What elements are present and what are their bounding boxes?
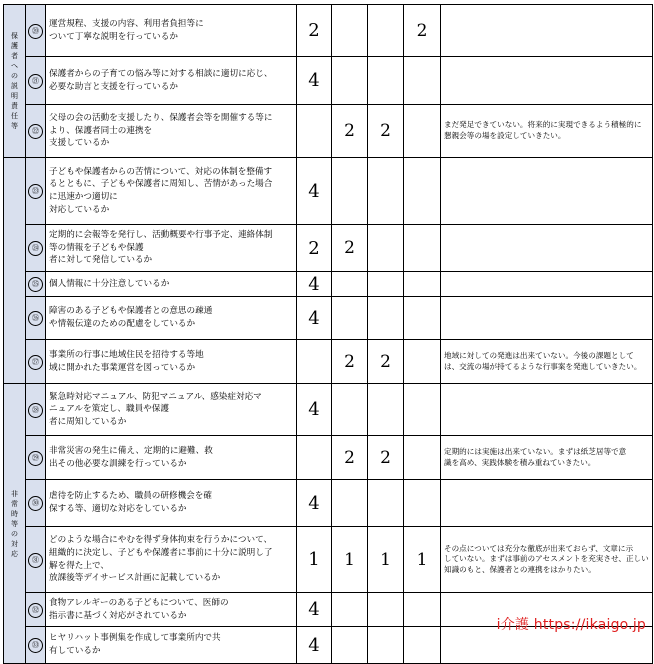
remark-cell: [441, 384, 653, 436]
item-text: 虐待を防止するため、職員の研修機会を確 保する等、適切な対応をしているか: [46, 480, 297, 527]
score-cell: [368, 480, 404, 527]
category-cell: [4, 158, 26, 384]
score-cell: [297, 436, 332, 480]
remark-cell: [441, 297, 653, 340]
score-cell: [368, 593, 404, 627]
score-cell: 4: [297, 158, 332, 225]
item-text: 父母の会の活動を支援したり、保護者会等を開催する等に より、保護者同士の連携を 支援しているか: [46, 105, 297, 158]
remark-cell: [441, 272, 653, 297]
remark-cell: [441, 225, 653, 272]
score-cell: [404, 158, 441, 225]
item-number: ㉝: [28, 638, 43, 653]
item-number: ㉜: [28, 603, 43, 618]
table-row: [4, 57, 653, 105]
item-text: 緊急時対応マニュアル、防犯マニュアル、感染症対応マ ニュアルを策定し、職員や保護 者に周知しているか: [46, 384, 297, 436]
item-number-cell: [26, 57, 46, 105]
score-cell: [332, 272, 368, 297]
table-row: [4, 297, 653, 340]
score-cell: 2: [368, 436, 404, 480]
score-cell: 2: [332, 436, 368, 480]
score-cell: [332, 5, 368, 57]
item-number: ㉗: [28, 355, 43, 370]
remark-cell: [441, 57, 653, 105]
item-number: ㉓: [28, 184, 43, 199]
score-cell: 4: [297, 384, 332, 436]
remark-cell: [441, 158, 653, 225]
remark-cell: [441, 5, 653, 57]
score-cell: 4: [297, 272, 332, 297]
score-cell: [332, 384, 368, 436]
score-cell: [404, 593, 441, 627]
item-number: ㉔: [28, 241, 43, 256]
item-number: ㉘: [28, 403, 43, 418]
item-text: 運営規程、支援の内容、利用者負担等に ついて丁寧な説明を行っているか: [46, 5, 297, 57]
item-text: 障害のある子どもや保護者との意思の疎通 や情報伝達のための配慮をしているか: [46, 297, 297, 340]
item-number: ㉕: [28, 277, 43, 292]
score-cell: [332, 480, 368, 527]
score-cell: 4: [297, 297, 332, 340]
item-number-cell: [26, 436, 46, 480]
score-cell: [368, 384, 404, 436]
score-cell: [297, 340, 332, 384]
score-cell: [404, 627, 441, 664]
score-cell: 2: [368, 105, 404, 158]
item-number-cell: [26, 340, 46, 384]
score-cell: 2: [368, 340, 404, 384]
remark-cell: その点については充分な徹底が出来ておらず、文章に示 していない。まずは事前のアセスメントを充実させ、正しい 知識のもと、保護者との連携をはかりたい。: [441, 527, 653, 593]
item-number: ㉒: [28, 124, 43, 139]
item-number-cell: [26, 225, 46, 272]
score-cell: 2: [332, 105, 368, 158]
item-text: 定期的に会報等を発行し、活動概要や行事予定、連絡体制 等の情報を子どもや保護 者に対して発信しているか: [46, 225, 297, 272]
score-cell: [368, 272, 404, 297]
score-cell: [368, 57, 404, 105]
item-text: 食物アレルギーのある子どもについて、医師の 指示書に基づく対応がされているか: [46, 593, 297, 627]
score-cell: 2: [297, 225, 332, 272]
category-cell: [4, 384, 26, 664]
table-row: [4, 272, 653, 297]
score-cell: [404, 105, 441, 158]
score-cell: 1: [332, 527, 368, 593]
item-number-cell: [26, 158, 46, 225]
item-number-cell: [26, 272, 46, 297]
item-number: ㉚: [28, 496, 43, 511]
table-row: [4, 384, 653, 436]
remark-cell: [441, 480, 653, 527]
item-number: ㉑: [28, 74, 43, 89]
item-text: 非常災害の発生に備え、定期的に避難、救 出その他必要な訓練を行っているか: [46, 436, 297, 480]
score-cell: 4: [297, 593, 332, 627]
item-text: 個人情報に十分注意しているか: [46, 272, 297, 297]
category-label: 非常時等の対応: [11, 489, 18, 558]
item-text: ヒヤリハット事例集を作成して事業所内で共 有しているか: [46, 627, 297, 664]
item-text: 保護者からの子育ての悩み等に対する相談に適切に応じ、 必要な助言と支援を行っているか: [46, 57, 297, 105]
score-cell: 2: [332, 340, 368, 384]
score-cell: [368, 5, 404, 57]
item-number-cell: [26, 384, 46, 436]
score-cell: [332, 158, 368, 225]
item-number: ㉛: [28, 553, 43, 568]
item-text: どのような場合にやむを得ず身体拘束を行うかについて、 組織的に決定し、子どもや保護者に事前に十分に説明し了 解を得た上で、 放課後等デイサービス計画に記載しているか: [46, 527, 297, 593]
score-cell: [404, 480, 441, 527]
score-cell: [404, 225, 441, 272]
score-cell: 4: [297, 627, 332, 664]
score-cell: [404, 384, 441, 436]
table-row: [4, 340, 653, 384]
item-number-cell: [26, 297, 46, 340]
score-cell: 1: [404, 527, 441, 593]
score-cell: [404, 272, 441, 297]
watermark: i介護 https://ikaigo.jp: [496, 617, 646, 633]
score-cell: 2: [297, 5, 332, 57]
score-cell: 2: [332, 225, 368, 272]
score-cell: 1: [368, 527, 404, 593]
score-cell: [368, 158, 404, 225]
item-number: ⑳: [28, 24, 43, 39]
remark-cell: まだ発足できていない。将来的に実現できるよう積極的に 懇親会等の場を設定していきたい。: [441, 105, 653, 158]
score-cell: [368, 627, 404, 664]
table-row: [4, 436, 653, 480]
evaluation-table: [3, 4, 653, 664]
item-number: ㉖: [28, 311, 43, 326]
score-cell: 2: [404, 5, 441, 57]
item-text: 子どもや保護者からの苦情について、対応の体制を整備す るとともに、子どもや保護者に周知し、苦情があった場合 に迅速かつ適切に 対応しているか: [46, 158, 297, 225]
score-cell: [332, 627, 368, 664]
score-cell: [404, 340, 441, 384]
score-cell: [404, 297, 441, 340]
table-row: [4, 225, 653, 272]
score-cell: [332, 57, 368, 105]
table-row: [4, 105, 653, 158]
table-row: [4, 480, 653, 527]
item-number-cell: [26, 480, 46, 527]
item-number-cell: [26, 527, 46, 593]
table-row: [4, 527, 653, 593]
score-cell: 4: [297, 57, 332, 105]
item-text: 事業所の行事に地域住民を招待する等地 域に開かれた事業運営を図っているか: [46, 340, 297, 384]
item-number-cell: [26, 5, 46, 57]
table-row: [4, 158, 653, 225]
score-cell: [332, 297, 368, 340]
score-cell: 4: [297, 480, 332, 527]
remark-cell: 定期的には実施は出来ていない。まずは紙芝居等で意 識を高め、実践体験を積み重ねていきたい。: [441, 436, 653, 480]
category-cell: [4, 5, 26, 158]
score-cell: [368, 225, 404, 272]
score-cell: [368, 297, 404, 340]
item-number-cell: [26, 593, 46, 627]
remark-cell: 地域に対しての発進は出来ていない。今後の課題として は、交流の場が持てるような行事案を発進していきたい。: [441, 340, 653, 384]
item-number: ㉙: [28, 451, 43, 466]
item-number-cell: [26, 627, 46, 664]
score-cell: [404, 57, 441, 105]
score-cell: 1: [297, 527, 332, 593]
table-row: [4, 5, 653, 57]
score-cell: [404, 436, 441, 480]
item-number-cell: [26, 105, 46, 158]
score-cell: [297, 105, 332, 158]
category-label: 保護者への説明責任等: [11, 32, 18, 130]
score-cell: [332, 593, 368, 627]
